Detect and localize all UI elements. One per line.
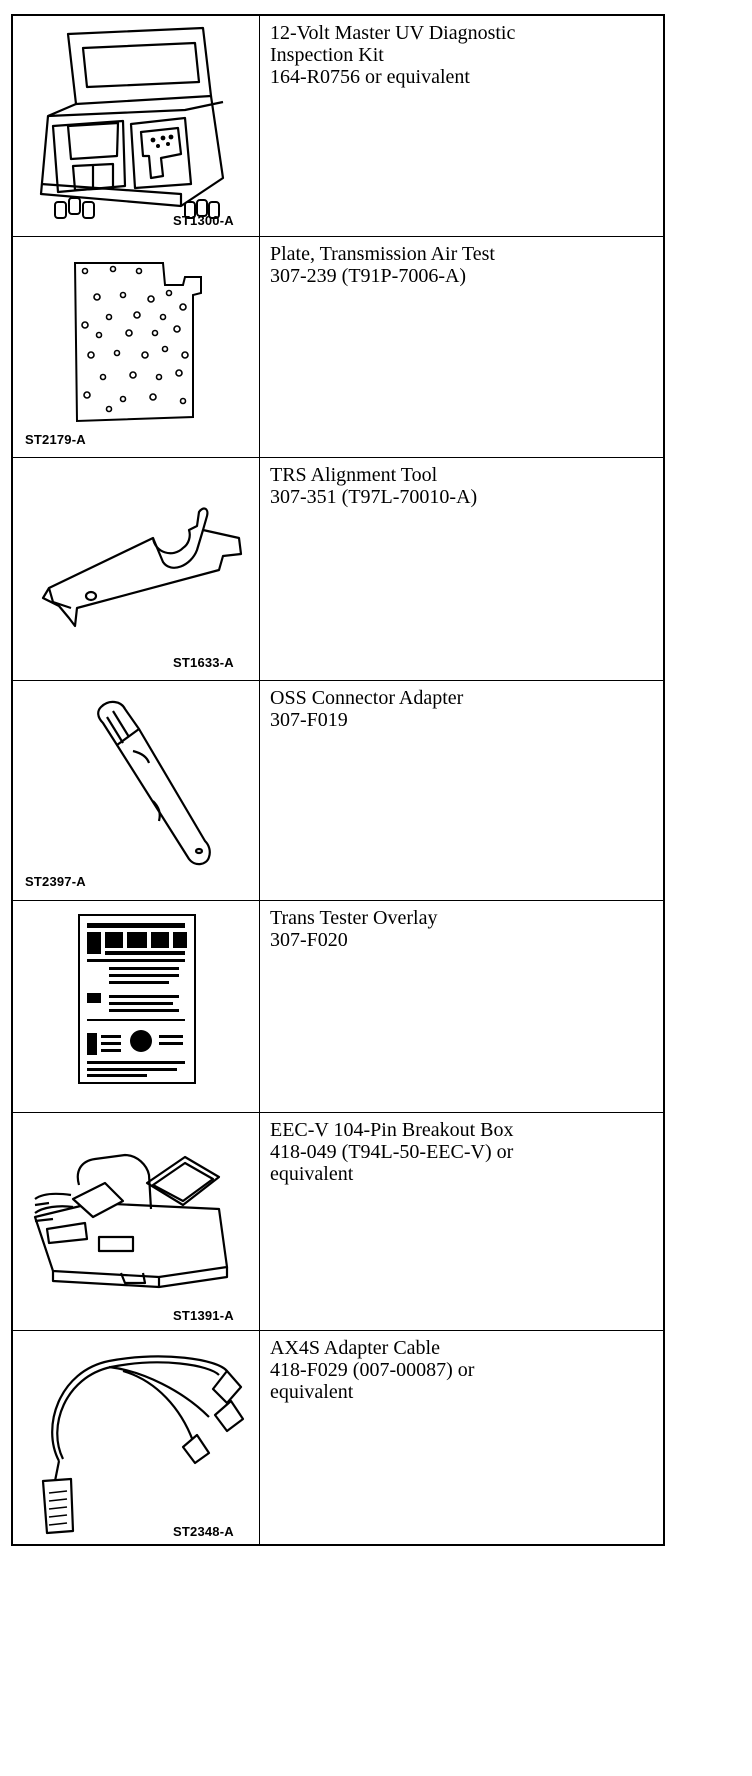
tool-description-cell — [260, 900, 665, 1112]
tool-illustration-cell — [12, 900, 260, 1112]
tool-name: OSS Connector Adapter — [270, 686, 464, 709]
tool-part-number: 307-F020 — [270, 928, 348, 951]
tool-part-number: 307-351 (T97L-70010-A) — [270, 485, 478, 508]
tool-part-number: 164-R0756 or equivalent — [270, 66, 470, 88]
breakout-box-icon — [13, 1113, 259, 1331]
tool-part-number: 418-F029 (007-00087) or — [270, 1358, 475, 1381]
tool-part-number: 307-F019 — [270, 708, 348, 731]
tool-description-cell — [260, 457, 665, 680]
tool-row — [12, 1330, 664, 1545]
tester-overlay-sheet-icon — [13, 901, 259, 1113]
figure-code: ST1300-A — [173, 213, 234, 228]
tool-description-cell — [260, 236, 665, 457]
tool-illustration-cell — [12, 457, 260, 680]
tool-name: AX4S Adapter Cable — [270, 1336, 440, 1359]
tool-description-cell — [260, 1330, 665, 1545]
figure-code: ST2348-A — [173, 1523, 234, 1539]
tool-description-cell — [260, 15, 665, 236]
tool-illustration-cell — [12, 680, 260, 900]
adapter-cable-icon — [13, 1331, 259, 1546]
uv-diagnostic-kit-case-icon — [13, 16, 259, 237]
tool-description — [270, 464, 653, 508]
tool-part-number-cont: equivalent — [270, 1162, 354, 1185]
tool-name: 12-Volt Master UV Diagnostic — [270, 22, 516, 44]
tool-row — [12, 680, 664, 900]
tool-row — [12, 1112, 664, 1330]
tool-row — [12, 900, 664, 1112]
figure-code: ST1391-A — [173, 1307, 234, 1323]
figure-code: ST1633-A — [173, 654, 234, 670]
tool-part-number: 307-239 (T91P-7006-A) — [270, 264, 467, 287]
tool-name: Plate, Transmission Air Test — [270, 242, 495, 265]
tool-name: EEC-V 104-Pin Breakout Box — [270, 1118, 514, 1141]
figure-code: ST2397-A — [25, 873, 86, 889]
tool-illustration-cell — [12, 236, 260, 457]
tool-description — [270, 1337, 653, 1403]
tool-description — [270, 22, 653, 88]
trs-alignment-tool-icon — [13, 458, 259, 681]
tool-row — [12, 15, 664, 236]
tool-part-number-cont: equivalent — [270, 1380, 354, 1403]
tool-description-cell — [260, 680, 665, 900]
tool-part-number: 418-049 (T94L-50-EEC-V) or — [270, 1140, 514, 1163]
special-tools-table — [11, 14, 665, 1546]
air-test-plate-icon — [13, 237, 259, 458]
tool-name: TRS Alignment Tool — [270, 463, 438, 486]
tool-name-cont: Inspection Kit — [270, 44, 384, 66]
tool-description — [270, 243, 653, 287]
tool-row — [12, 457, 664, 680]
tool-illustration-cell — [12, 1112, 260, 1330]
tool-description — [270, 1119, 653, 1185]
tool-illustration-cell — [12, 15, 260, 236]
tool-description — [270, 907, 653, 951]
tool-description — [270, 687, 653, 731]
tool-row — [12, 236, 664, 457]
figure-code: ST2179-A — [25, 431, 86, 447]
tool-description-cell — [260, 1112, 665, 1330]
tool-illustration-cell — [12, 1330, 260, 1545]
oss-connector-adapter-icon — [13, 681, 259, 901]
tool-name: Trans Tester Overlay — [270, 906, 438, 929]
